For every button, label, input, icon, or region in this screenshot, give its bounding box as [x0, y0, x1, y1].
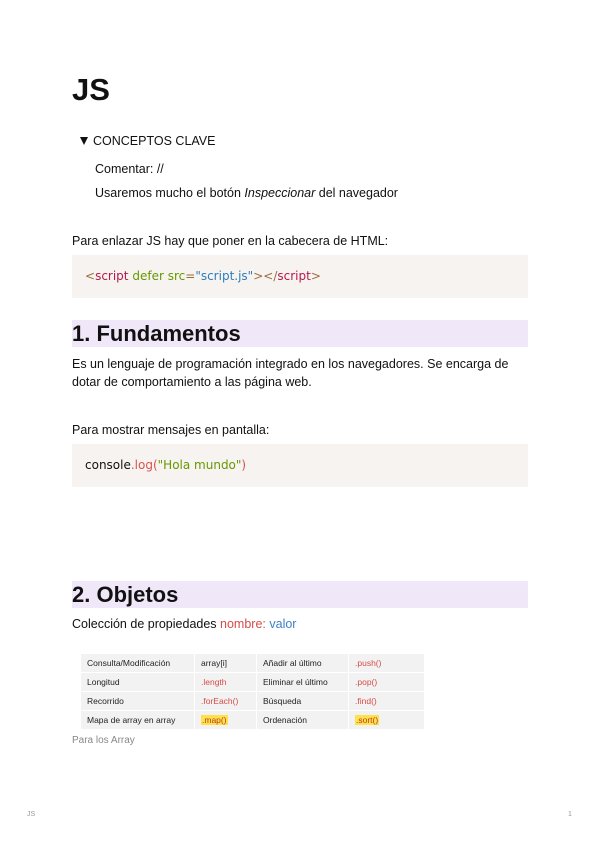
toggle-header[interactable] — [80, 134, 398, 148]
code-tag: script — [95, 269, 129, 283]
highlighted-method: .sort() — [356, 715, 379, 725]
table-cell: Añadir al último — [257, 654, 349, 673]
footer-title: JS — [27, 811, 36, 818]
table-row — [81, 673, 425, 692]
toggle-content — [95, 157, 398, 205]
code-punct: = — [185, 269, 196, 283]
inspect-text-em: Inspeccionar — [244, 186, 316, 200]
table-cell: .pop() — [349, 673, 425, 692]
toggle-block — [80, 134, 398, 205]
heading-fundamentos: 1. Fundamentos — [72, 320, 528, 347]
code-string: "script.js" — [195, 269, 254, 283]
code-punct: > — [310, 269, 321, 283]
code-function: .log( — [130, 458, 158, 472]
messages-label: Para mostrar mensajes en pantalla: — [72, 423, 270, 437]
table-row — [81, 692, 425, 711]
toggle-line-comment: Comentar: // — [95, 162, 164, 176]
objetos-description — [72, 615, 296, 633]
table-cell: array[i] — [195, 654, 257, 673]
table-cell — [349, 711, 425, 730]
desc-value: valor — [269, 617, 297, 631]
inspect-text-pre: Usaremos mucho el botón — [95, 186, 245, 200]
table-cell: Recorrido — [81, 692, 195, 711]
code-string: "Hola mundo" — [157, 458, 242, 472]
table-cell: Eliminar el último — [257, 673, 349, 692]
intro-paragraph: Para enlazar JS hay que poner en la cabecera de HTML: — [72, 234, 389, 248]
array-methods-table — [80, 653, 425, 730]
code-attr: src — [167, 269, 186, 283]
page-title: JS — [72, 72, 110, 107]
fundamentos-paragraph: Es un lenguaje de programación integrado en los navegadores. Se encarga de dotar de comportamiento a las página web. — [72, 357, 509, 389]
toggle-line-inspect — [95, 181, 398, 205]
code-tag: script — [277, 269, 311, 283]
triangle-down-icon[interactable] — [80, 137, 88, 145]
heading-objetos: 2. Objetos — [72, 581, 528, 608]
table-cell: .find() — [349, 692, 425, 711]
table-cell: .length — [195, 673, 257, 692]
table-caption: Para los Array — [72, 735, 135, 746]
code-block-script-tag[interactable] — [72, 255, 528, 298]
table-row — [81, 654, 425, 673]
table-cell — [195, 711, 257, 730]
table-cell: Longitud — [81, 673, 195, 692]
table-cell: Búsqueda — [257, 692, 349, 711]
table-cell: Mapa de array en array — [81, 711, 195, 730]
code-punct: < — [85, 269, 96, 283]
inspect-text-post: del navegador — [315, 186, 398, 200]
table-cell: .forEach() — [195, 692, 257, 711]
table-row — [81, 711, 425, 730]
desc-text: Colección de propiedades — [72, 617, 221, 631]
code-block-console-log[interactable] — [72, 444, 528, 487]
table-cell: Consulta/Modificación — [81, 654, 195, 673]
page-number: 1 — [568, 811, 572, 818]
table-cell: Ordenación — [257, 711, 349, 730]
code-punct: ></ — [253, 269, 278, 283]
desc-key: nombre: — [220, 617, 266, 631]
code-punct: ) — [241, 458, 247, 472]
code-object: console — [85, 458, 131, 472]
toggle-label: CONCEPTOS CLAVE — [93, 134, 216, 148]
highlighted-method: .map() — [202, 715, 227, 725]
table-cell: .push() — [349, 654, 425, 673]
code-attr: defer — [132, 269, 164, 283]
